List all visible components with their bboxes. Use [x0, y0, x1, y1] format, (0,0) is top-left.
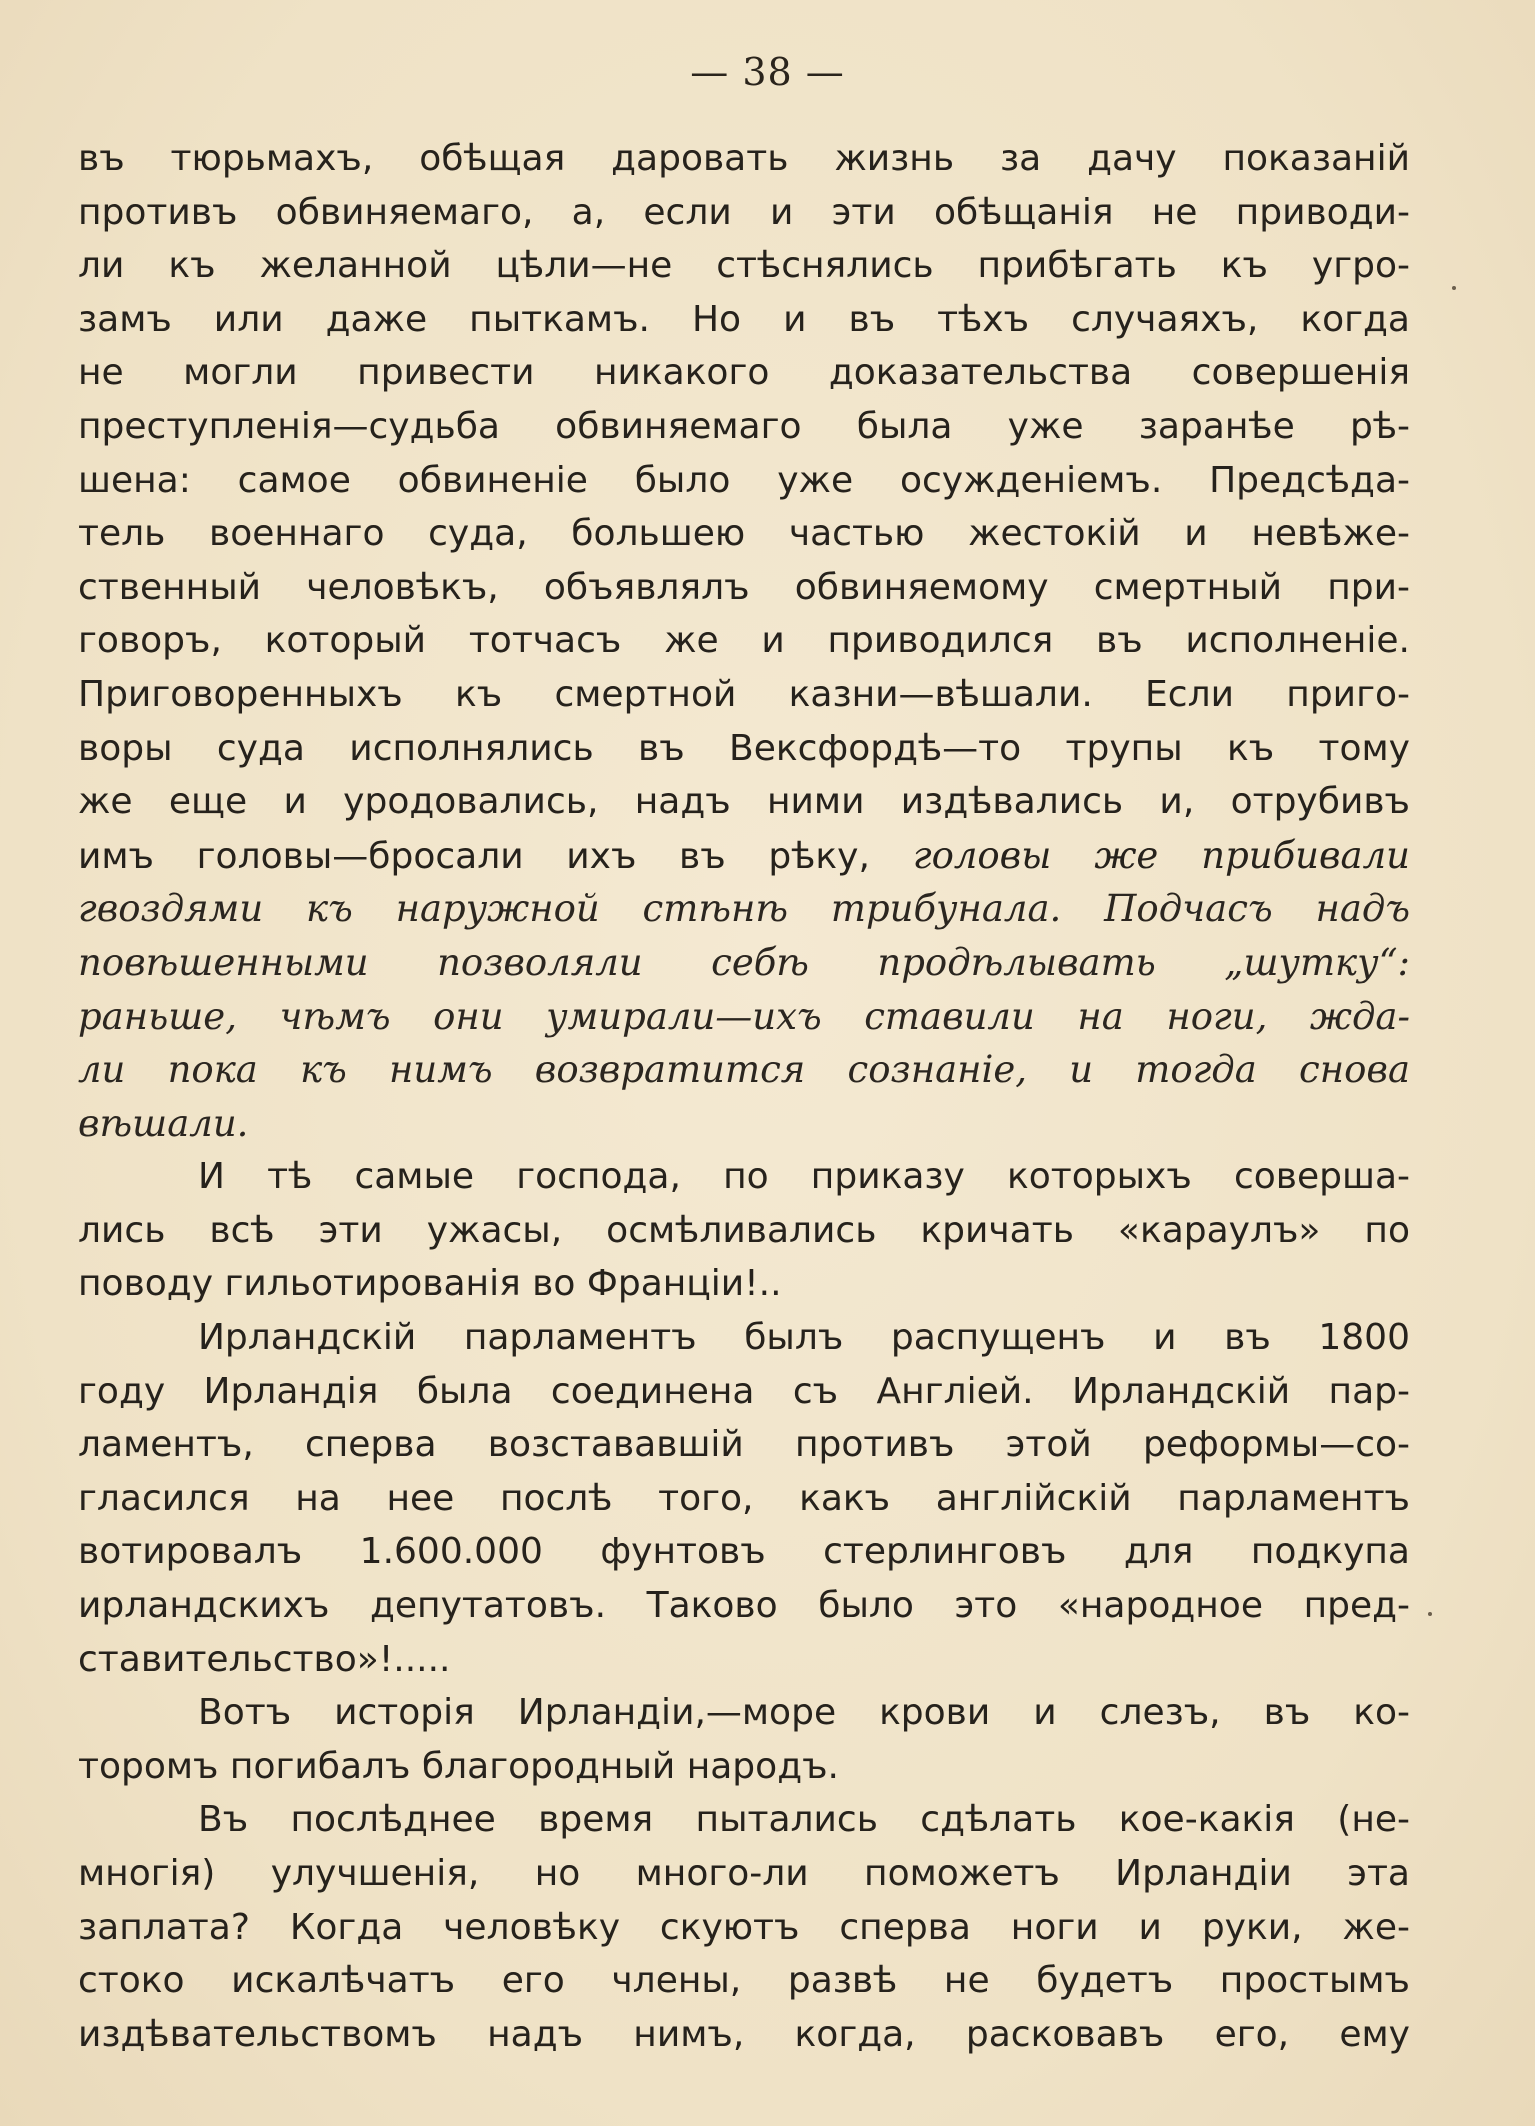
page-text-body — [78, 132, 1410, 2061]
text-line: шена: самое обвиненіе было уже осужденіемъ. Предсѣда- — [78, 459, 1410, 501]
text-line: же еще и уродовались, надъ ними издѣвались и, отрубивъ — [78, 781, 1410, 823]
text-line: многія) улучшенія, но много-ли поможетъ Ирландіи эта — [78, 1853, 1410, 1894]
text-line: ирландскихъ депутатовъ. Таково было это «народное пред- — [78, 1585, 1410, 1627]
text-line: говоръ, который тотчасъ же и приводился въ исполненіе. — [78, 620, 1410, 662]
text-line-regular-part: имъ головы—бросали ихъ въ рѣку, — [78, 835, 870, 877]
text-line: не могли привести никакого доказательства совершенія — [78, 352, 1410, 394]
text-line-italic-part: головы же прибивали — [869, 833, 1410, 877]
text-line: ли пока къ нимъ возвратится сознаніе, и тогда снова — [78, 1048, 1410, 1092]
text-line: Въ послѣднее время пытались сдѣлать кое-какія (не- — [198, 1799, 1410, 1841]
text-line: преступленія—судьба обвиняемаго была уже заранѣе рѣ- — [78, 405, 1410, 447]
text-line: И тѣ самые господа, по приказу которыхъ соверша- — [198, 1156, 1410, 1198]
text-line: противъ обвиняемаго, а, если и эти обѣщанія не приводи- — [78, 191, 1410, 233]
paper-speck — [1428, 1612, 1432, 1616]
text-line: раньше, чѣмъ они умирали—ихъ ставили на ноги, жда- — [78, 994, 1410, 1038]
text-line: лись всѣ эти ужасы, осмѣливались кричать «караулъ» по — [78, 1209, 1410, 1251]
text-line: Вотъ исторія Ирландіи,—море крови и слезъ, въ ко- — [198, 1692, 1410, 1734]
text-line: заплата? Когда человѣку скуютъ сперва ноги и руки, же- — [78, 1906, 1410, 1948]
text-line: гласился на нее послѣ того, какъ англійскій парламентъ — [78, 1477, 1410, 1519]
text-line: ли къ желанной цѣли—не стѣснялись прибѣгать къ угро- — [78, 245, 1410, 287]
text-line: Ирландскій парламентъ былъ распущенъ и въ 1800 — [198, 1317, 1410, 1359]
page-number: — 38 — — [690, 50, 845, 94]
text-line: вѣшали. — [78, 1101, 249, 1145]
text-line: вотировалъ 1.600.000 фунтовъ стерлинговъ для подкупа — [78, 1531, 1410, 1573]
text-line: въ тюрьмахъ, обѣщая даровать жизнь за дачу показаній — [78, 138, 1410, 179]
text-line: стоко искалѣчатъ его члены, развѣ не будетъ простымъ — [78, 1960, 1410, 2002]
text-line: гвоздями къ наружной стѣнѣ трибунала. Подчасъ надъ — [78, 887, 1410, 931]
text-line: ственный человѣкъ, объявлялъ обвиняемому смертный при- — [78, 566, 1410, 608]
text-line: Приговоренныхъ къ смертной казни—вѣшали. Если приго- — [78, 673, 1410, 715]
paper-speck — [1452, 286, 1456, 290]
text-line: поводу гильотированія во Франціи!.. — [78, 1263, 782, 1305]
text-line: издѣвательствомъ надъ нимъ, когда, расковавъ его, ему — [78, 2013, 1410, 2055]
text-line — [78, 829, 1410, 883]
text-line: году Ирландія была соединена съ Англіей. Ирландскій пар- — [78, 1370, 1410, 1412]
text-line: торомъ погибалъ благородный народъ. — [78, 1745, 839, 1787]
text-line: воры суда исполнялись въ Вексфордѣ—то трупы къ тому — [78, 727, 1410, 769]
text-line: повѣшенными позволяли себѣ продѣлывать „шутку“: — [78, 940, 1410, 984]
text-line: замъ или даже пыткамъ. Но и въ тѣхъ случаяхъ, когда — [78, 298, 1410, 340]
text-line: ставительство»!..... — [78, 1638, 451, 1680]
text-line: ламентъ, сперва возстававшій противъ этой реформы—со- — [78, 1424, 1410, 1466]
text-line: тель военнаго суда, большею частью жестокій и невѣже- — [78, 513, 1410, 555]
